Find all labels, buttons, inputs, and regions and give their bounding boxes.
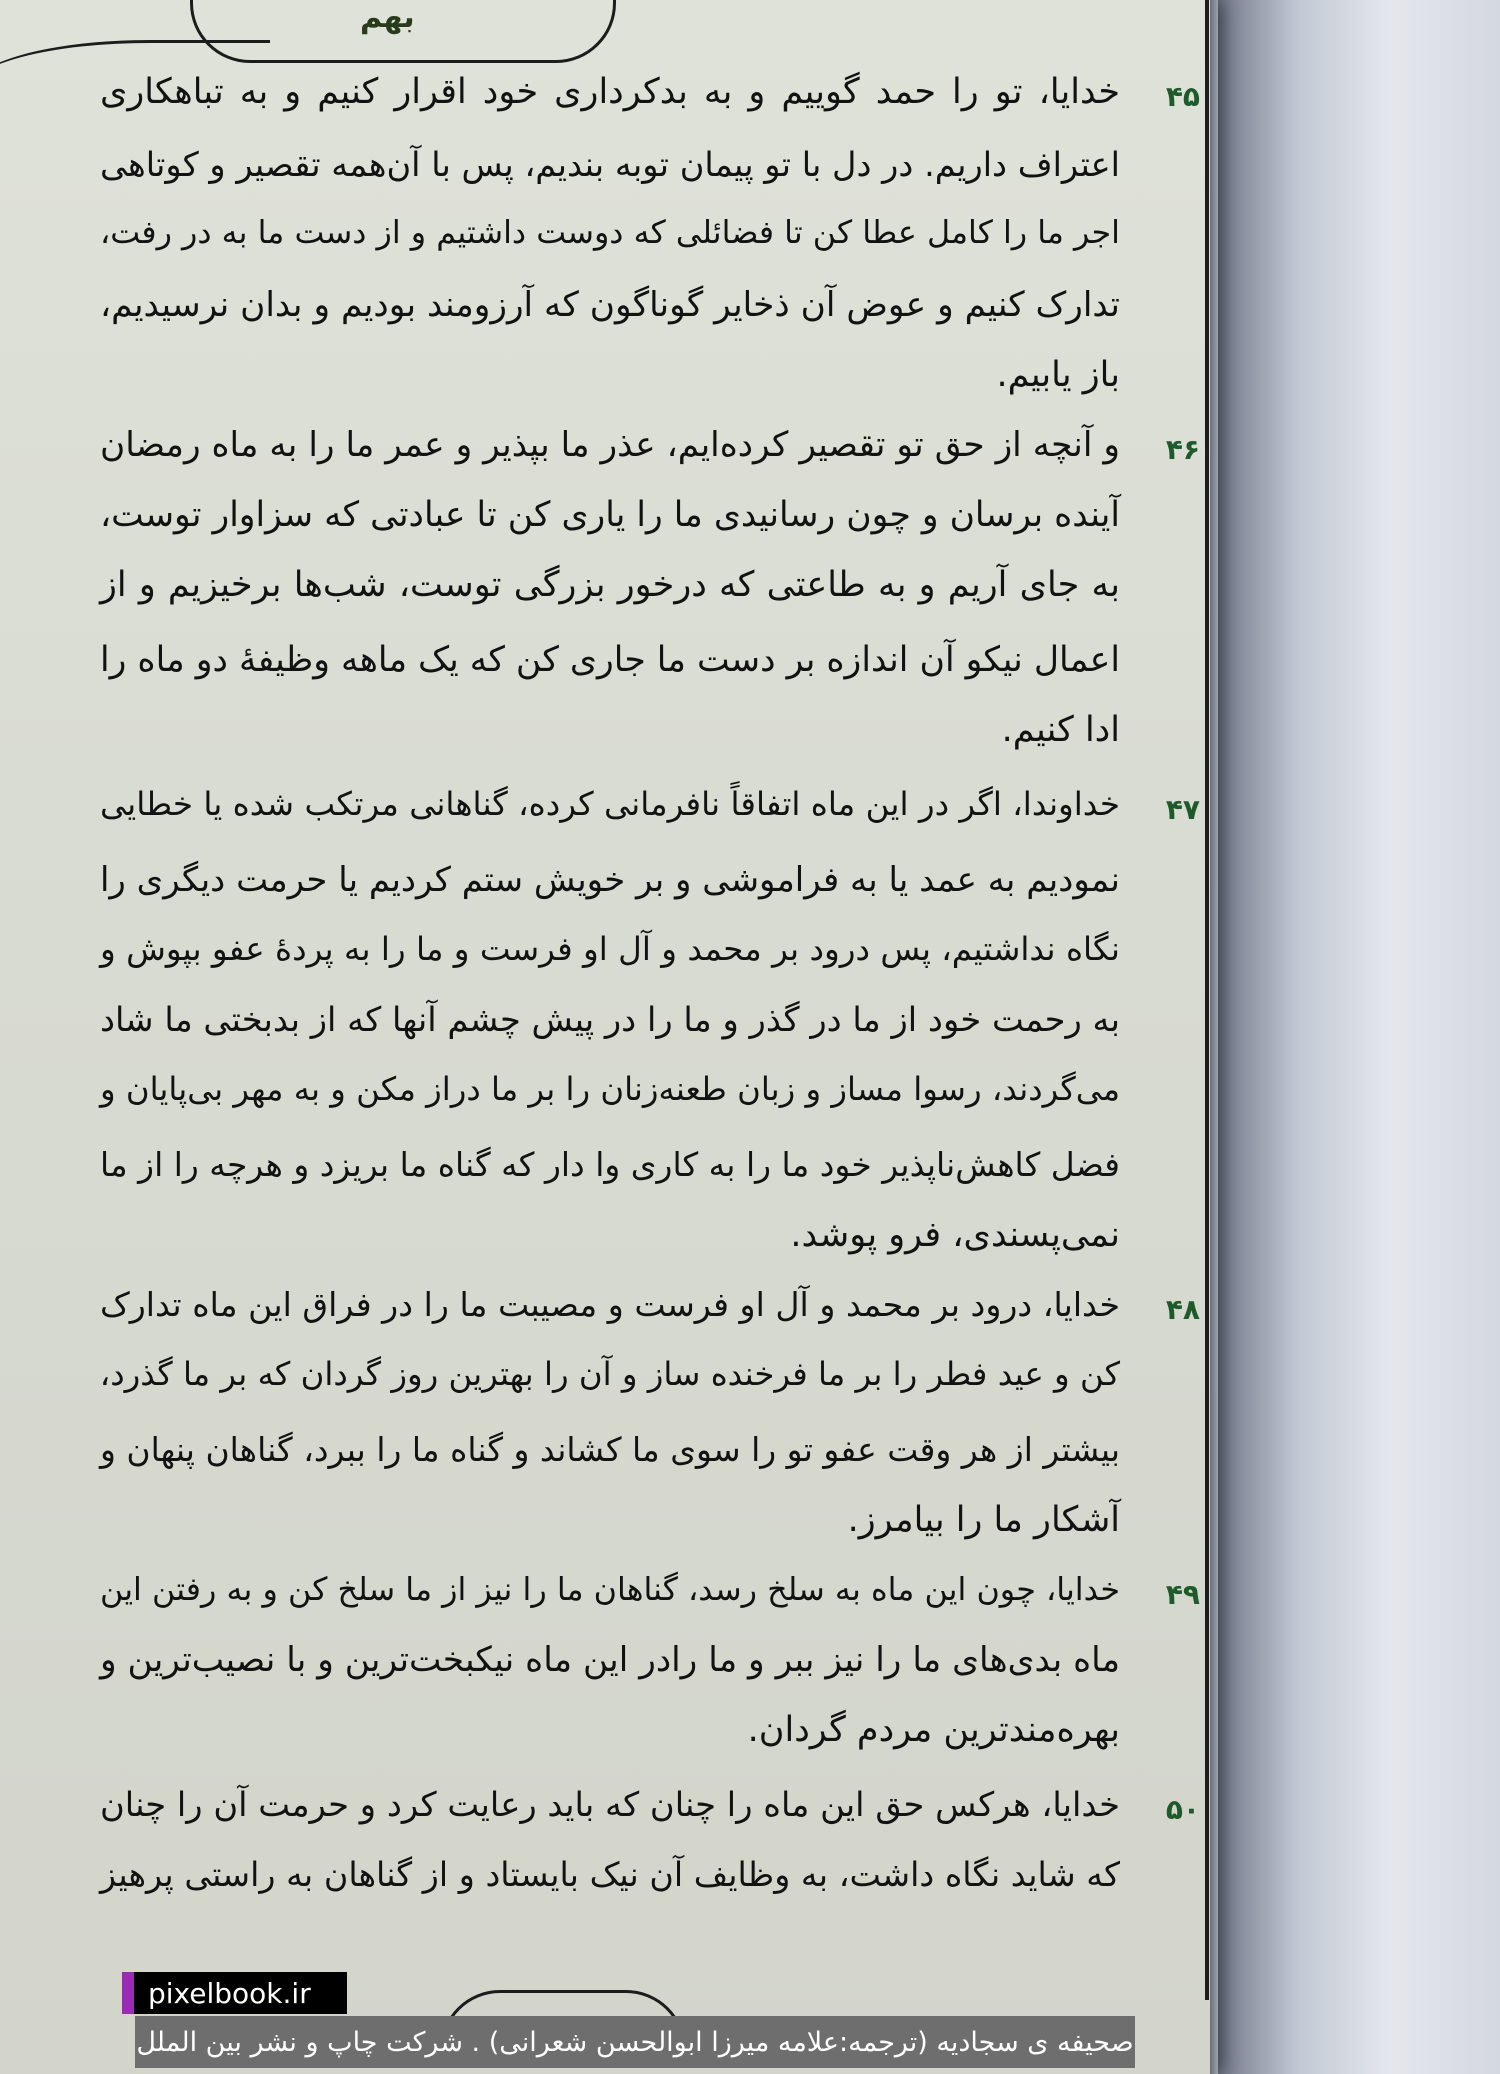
text-line: تدارک کنیم و عوض آن ذخایر گوناگون که آرزومند بودیم و بدان نرسیدیم، bbox=[100, 285, 1120, 325]
paragraph-number: ۴۹ bbox=[1165, 1578, 1200, 1611]
text-line: خدایا، هرکس حق این ماه را چنان که باید رعایت کرد و حرمت آن را چنان bbox=[100, 1785, 1120, 1824]
watermark-accent bbox=[122, 1972, 134, 2014]
text-line: اعمال نیکو آن اندازه بر دست ما جاری کن که یک ماهه وظیفهٔ دو ماه را bbox=[100, 640, 1120, 680]
text-line: می‌گردند، رسوا مساز و زبان طعنه‌زنان را بر ما دراز مکن و به مهر بی‌پایان و bbox=[100, 1070, 1120, 1108]
text-line: به جای آریم و به طاعتی که درخور بزرگی توست، شب‌ها برخیزیم و از bbox=[100, 565, 1120, 605]
text-line: اعتراف داریم. در دل با تو پیمان توبه بندیم، پس با آن‌همه تقصیر و کوتاهی bbox=[100, 145, 1120, 184]
text-line: باز یابیم. bbox=[996, 355, 1120, 395]
text-line: خدایا، تو را حمد گوییم و به بدکرداری خود اقرار کنیم و به تباهکاری bbox=[100, 72, 1120, 112]
text-line: ماه بدی‌های ما را نیز ببر و ما رادر این ماه نیکبخت‌ترین و با نصیب‌ترین و bbox=[100, 1640, 1120, 1680]
text-line: ادا کنیم. bbox=[1001, 710, 1120, 750]
paragraph-number: ۵۰ bbox=[1165, 1793, 1200, 1826]
text-line: نمودیم به عمد یا به فراموشی و بر خویش ستم کردیم یا حرمت دیگری را bbox=[100, 860, 1120, 900]
paragraph-number: ۴۸ bbox=[1165, 1293, 1200, 1326]
text-line: خدایا، درود بر محمد و آل او فرست و مصیبت ما را در فراق این ماه تدارک bbox=[100, 1285, 1120, 1324]
paragraph-number: ۴۶ bbox=[1165, 433, 1200, 466]
text-line: اجر ما را کامل عطا کن تا فضائلی که دوست داشتیم و از دست ما به در رفت، bbox=[100, 215, 1120, 251]
page-edge bbox=[1210, 0, 1218, 2074]
text-line: بهره‌مندترین مردم گردان. bbox=[747, 1710, 1120, 1750]
paragraph-number: ۴۵ bbox=[1165, 80, 1200, 113]
text-line: فضل کاهش‌ناپذیر خود ما را به کاری وا دار که گناه ما بریزد و هرچه را از ما bbox=[100, 1145, 1120, 1184]
text-line: نمی‌پسندی، فرو پوشد. bbox=[790, 1215, 1120, 1255]
watermark-text: pixelbook.ir bbox=[148, 1976, 311, 2010]
image-caption bbox=[135, 2016, 1135, 2068]
text-line: که شاید نگاه داشت، به وظایف آن نیک بایستاد و از گناهان به راستی پرهیز bbox=[100, 1855, 1120, 1894]
text-line: نگاه نداشتیم، پس درود بر محمد و آل او فرست و ما را به پردهٔ عفو بپوش و bbox=[100, 930, 1120, 968]
page-border-line bbox=[1205, 0, 1209, 2000]
paragraph-number: ۴۷ bbox=[1165, 793, 1200, 826]
text-line: و آنچه از حق تو تقصیر کرده‌ایم، عذر ما بپذیر و عمر ما را به ماه رمضان bbox=[100, 425, 1120, 465]
text-line: خدایا، چون این ماه به سلخ رسد، گناهان ما را نیز از ما سلخ کن و به رفتن این bbox=[100, 1570, 1120, 1608]
caption-text: صحیفه ی سجادیه (ترجمه:علامه میرزا ابوالحسن شعرانی) . شرکت چاپ و نشر بین الملل bbox=[136, 2026, 1134, 2058]
text-line: بیشتر از هر وقت عفو تو را سوی ما کشاند و گناه ما را ببرد، گناهان پنهان و bbox=[100, 1430, 1120, 1469]
text-line: خداوندا، اگر در این ماه اتفاقاً نافرمانی کرده، گناهانی مرتکب شده یا خطایی bbox=[100, 785, 1120, 823]
page-header-text: بهم bbox=[360, 0, 415, 35]
text-line: آینده برسان و چون رسانیدی ما را یاری کن تا عبادتی که سزاوار توست، bbox=[100, 495, 1120, 535]
watermark-badge bbox=[122, 1972, 347, 2014]
text-line: کن و عید فطر را بر ما فرخنده ساز و آن را بهترین روز گردان که بر ما گذرد، bbox=[99, 1355, 1120, 1393]
text-line: به رحمت خود از ما در گذر و ما را در پیش چشم آنها که از بدبختی ما شاد bbox=[100, 1000, 1120, 1039]
text-line: آشکار ما را بیامرز. bbox=[847, 1500, 1120, 1540]
